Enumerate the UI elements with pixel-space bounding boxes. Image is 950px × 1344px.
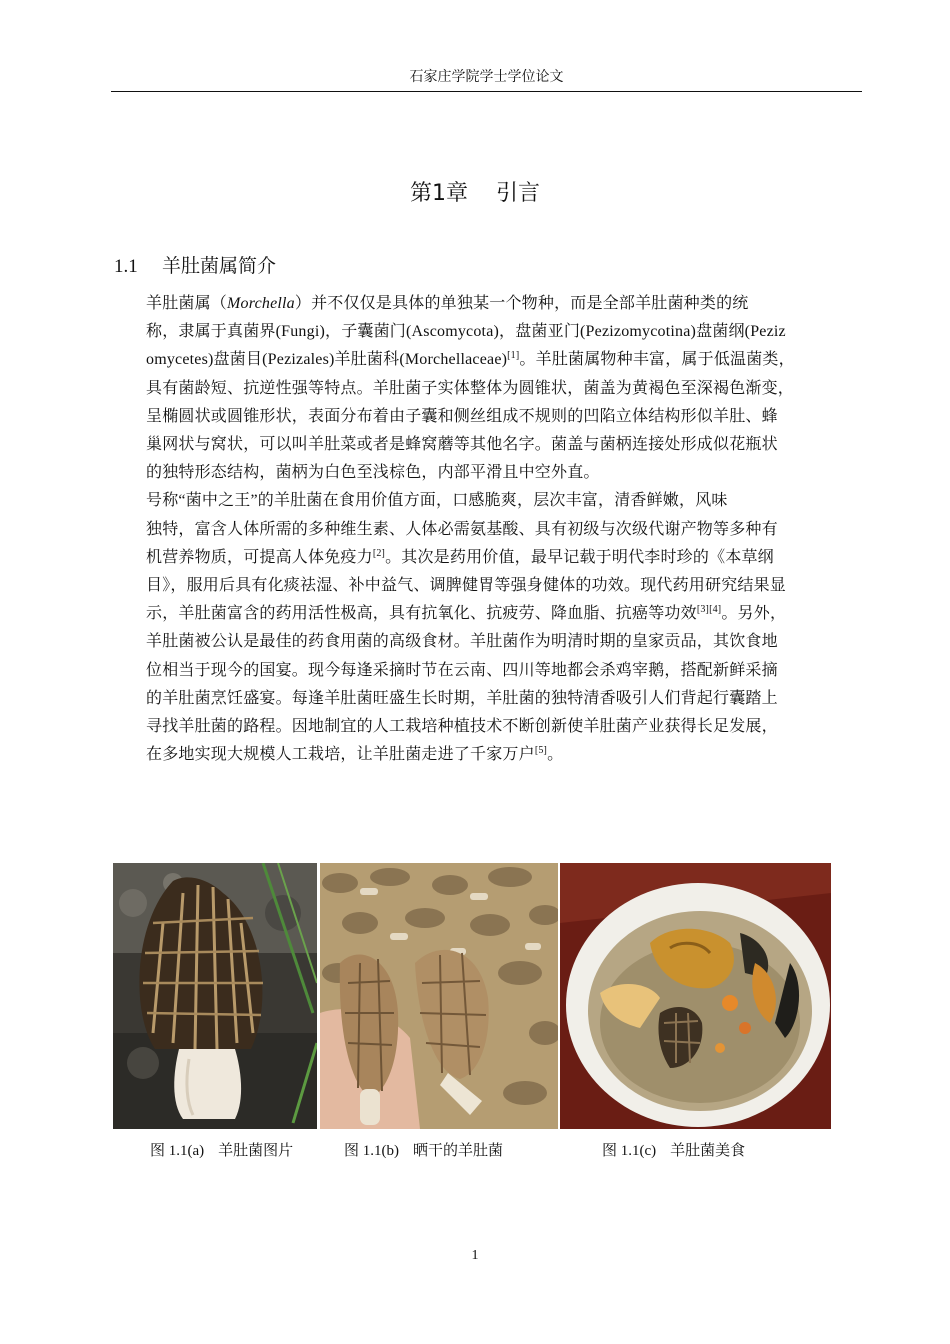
- text-line: 巢网状与窝状，可以叫羊肚菜或者是蜂窝蘑等其他名字。菌盖与菌柄连接处形成似花瓶状: [146, 436, 778, 454]
- morel-dish-image: [560, 863, 831, 1129]
- text-line: 在多地实现大规模人工栽培，让羊肚菌走进了千家万户[5]。: [146, 745, 564, 764]
- text-line: 示，羊肚菌富含的药用活性极高，具有抗氧化、抗疲劳、降血脂、抗癌等功效[3][4]。另外，: [146, 604, 787, 623]
- figure-caption: [150, 1140, 293, 1162]
- figure-label: 图 1.1(a): [150, 1143, 205, 1159]
- figure-photo-dried-morels: [320, 863, 558, 1129]
- figure-label: 图 1.1(c): [602, 1143, 657, 1159]
- text-line: omycetes)盘菌目(Pezizales)羊肚菌科(Morchellaceae)[1]。羊肚菌属物种丰富，属于低温菌类，: [146, 350, 795, 369]
- figure-caption: [344, 1140, 503, 1162]
- text-line: 号称“菌中之王”的羊肚菌在食用价值方面，口感脆爽，层次丰富，清香鲜嫩，风味: [146, 492, 728, 510]
- figure-photo-fresh-morel: [113, 863, 317, 1129]
- text-line: 目》，服用后具有化痰祛湿、补中益气、调脾健胃等强身健体的功效。现代药用研究结果显: [146, 577, 787, 595]
- citation: [3][4]: [696, 604, 722, 616]
- text-line: 羊肚菌被公认是最佳的药食用菌的高级食材。羊肚菌作为明清时期的皇家贡品，其饮食地: [146, 633, 778, 651]
- figure-caption-text: 羊肚菌图片: [218, 1143, 294, 1159]
- chapter-title: [0, 176, 950, 212]
- paragraph: [114, 290, 859, 487]
- section-number: 1.1: [114, 256, 138, 277]
- text-line: 的羊肚菌烹饪盛宴。每逢羊肚菌旺盛生长时期，羊肚菌的独特清香吸引人们背起行囊踏上: [146, 689, 778, 707]
- chapter-number: 第1章: [409, 181, 468, 206]
- paragraph: [114, 487, 859, 769]
- section-title: 羊肚菌属简介: [162, 255, 277, 277]
- chapter-name: 引言: [495, 181, 540, 206]
- figure-caption-text: 晒干的羊肚菌: [413, 1143, 504, 1159]
- figure-caption-text: 羊肚菌美食: [670, 1143, 746, 1159]
- genus-name: Morchella: [227, 295, 295, 312]
- body-text: [114, 290, 859, 769]
- figure-caption: [602, 1140, 745, 1162]
- running-header: [111, 64, 862, 92]
- page-number: 1: [471, 1248, 479, 1263]
- text-line: 机营养物质，可提高人体免疫力[2]。其次是药用价值，最早记载于明代李时珍的《本草纲: [146, 547, 774, 566]
- citation: [1]: [507, 350, 520, 362]
- text-line: 寻找羊肚菌的路程。因地制宜的人工栽培种植技术不断创新使羊肚菌产业获得长足发展，: [146, 718, 778, 736]
- text-line: 呈椭圆状或圆锥形状，表面分布着由子囊和侧丝组成不规则的凹陷立体结构形似羊肚、蜂: [146, 407, 778, 425]
- text-line: 具有菌龄短、抗逆性强等特点。羊肚菌子实体整体为圆锥状，菌盖为黄褐色至深褐色渐变，: [146, 379, 795, 397]
- dried-morels-image: [320, 863, 558, 1129]
- running-header-title: 石家庄学院学士学位论文: [409, 69, 564, 85]
- figure-label: 图 1.1(b): [344, 1143, 399, 1159]
- section-heading: [114, 252, 276, 281]
- citation: [5]: [534, 745, 548, 757]
- text-line: 称，隶属于真菌界(Fungi)，子囊菌门(Ascomycota)，盘菌亚门(Pezizomycotina)盘菌纲(Peziz: [146, 323, 786, 341]
- citation: [2]: [372, 547, 386, 559]
- fresh-morel-image: [113, 863, 317, 1129]
- text-line: 位相当于现今的国宴。现今每逢采摘时节在云南、四川等地都会杀鸡宰鹅，搭配新鲜采摘: [146, 661, 778, 679]
- text-line: 羊肚菌属（Morchella）并不仅仅是具体的单独某一个物种，而是全部羊肚菌种类的统: [146, 295, 749, 312]
- figure-photo-morel-dish: [560, 863, 831, 1129]
- text-line: 独特，富含人体所需的多种维生素、人体必需氨基酸、具有初级与次级代谢产物等多种有: [146, 520, 778, 538]
- text-line: 的独特形态结构，菌柄为白色至浅棕色，内部平滑且中空外直。: [146, 464, 600, 482]
